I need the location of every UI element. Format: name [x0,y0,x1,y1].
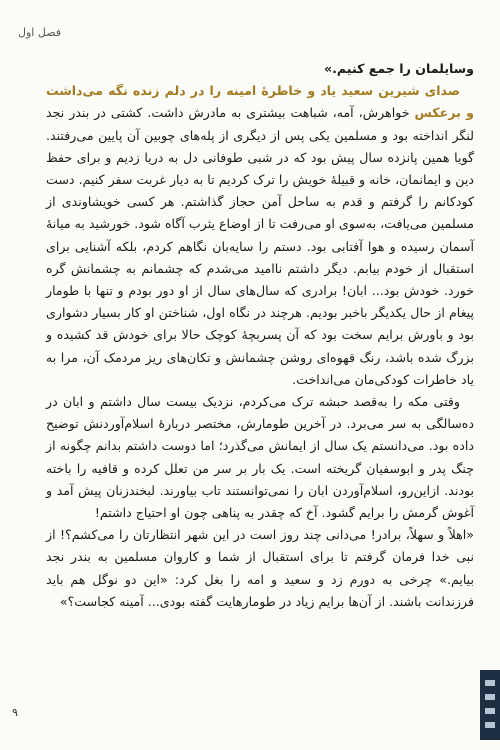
paragraph-2-rest: خواهرش، آمه، شباهت بیشتری به مادرش داشت. کشتی در بندر نجد لنگر انداخته بود و مسلمین یکی پس از دیگری از پله‌های چوبین آن پایین می‌رفتند. گویا همین پانزده سال پیش بود که در شبی طوفانی دل به دریا زدیم و برای حفظ دین و ایمانمان، خانه و قبیلهٔ خویش را ترک کردیم تا به دیار غربت سفر کنیم. دست کودکانم را گرفتم و قدم به ساحل آمن حجاز گذاشتم. هر کسی خویشاوندی از مسلمین می‌یافت، به‌سوی او می‌رفت تا از اوضاع یثرب آگاه شود. خورشید به میانهٔ آسمان رسیده و هوا آفتابی بود. دستم را سایه‌بان نگاهم کردم، بلکه آشنایی برای استقبال از خودم بیابم. دیگر داشتم ناامید می‌شدم که چشمانم به چشمانش گره خورد. خودش بود... ابان! برادری که سال‌های سال از او دور بودم و تنها با طومار پیغام از حال یکدیگر باخبر بودیم. هرچند در نگاه اول، شناختن او کار بسیار دشواری بود و باورش برایم سخت بود که آن پسربچهٔ کوچک حالا برای خودش قد کشیده و بزرگ شده باشد، رنگ قهوه‌ای روشن چشمانش و تکان‌های ریز مردمک آن، مرا به یاد خاطرات کودکی‌مان می‌انداخت. [46,105,474,387]
paragraph-3: وقتی مکه را به‌قصد حبشه ترک می‌کردم، نزدیک بیست سال داشتم و ابان در ده‌سالگی به سر می‌برد. در آخرین طومارش، مختصر دربارهٔ اسلام‌آوردنش توضیح داده بود. می‌دانستم یک سال از ایمانش می‌گذرد؛ اما دوست داشتم بدانم چگونه از چنگ پدر و ابوسفیان گریخته است. یک بار بر سر من تعلل کرده و قافیه را باخته بودند. ازاین‌رو، اسلام‌آوردن ابان را نمی‌توانستند تاب بیاورند. لبخندزنان پیش آمد و آغوش گرمش را برایم گشود. آخ که چقدر به پناهی چون او احتیاج داشتم! [46,394,474,521]
body-text [46,58,474,613]
paragraph-1: وسایلمان را جمع کنیم.» [324,61,474,76]
chapter-header: فصل اول [18,26,61,39]
highlighted-sentence: صدای شیرین سعید یاد و خاطرهٔ امینه را در دلم زنده نگه می‌داشت و برعکس [46,83,474,121]
page-number: ۹ [12,706,18,719]
logo-mark [485,694,495,700]
logo-mark [485,708,495,714]
logo-mark [485,722,495,728]
paragraph-4: «اهلاً و سهلاً، برادر! می‌دانی چند روز است در این شهر انتظارتان را می‌کشم؟! از نبی خدا فرمان گرفتم تا برای استقبال از شما و کاروان مسلمین به بندر نجد بیایم.» چرخی به دورم زد و سعید و امه را بغل کرد: «این دو نوگل هم باید فرزندانت باشند. از آن‌ها برایم زیاد در طومارهایت گفته بودی... آمینه کجاست؟» [46,527,474,609]
paragraph-2 [46,80,474,391]
logo-mark [485,680,495,686]
publisher-logo [480,670,500,740]
